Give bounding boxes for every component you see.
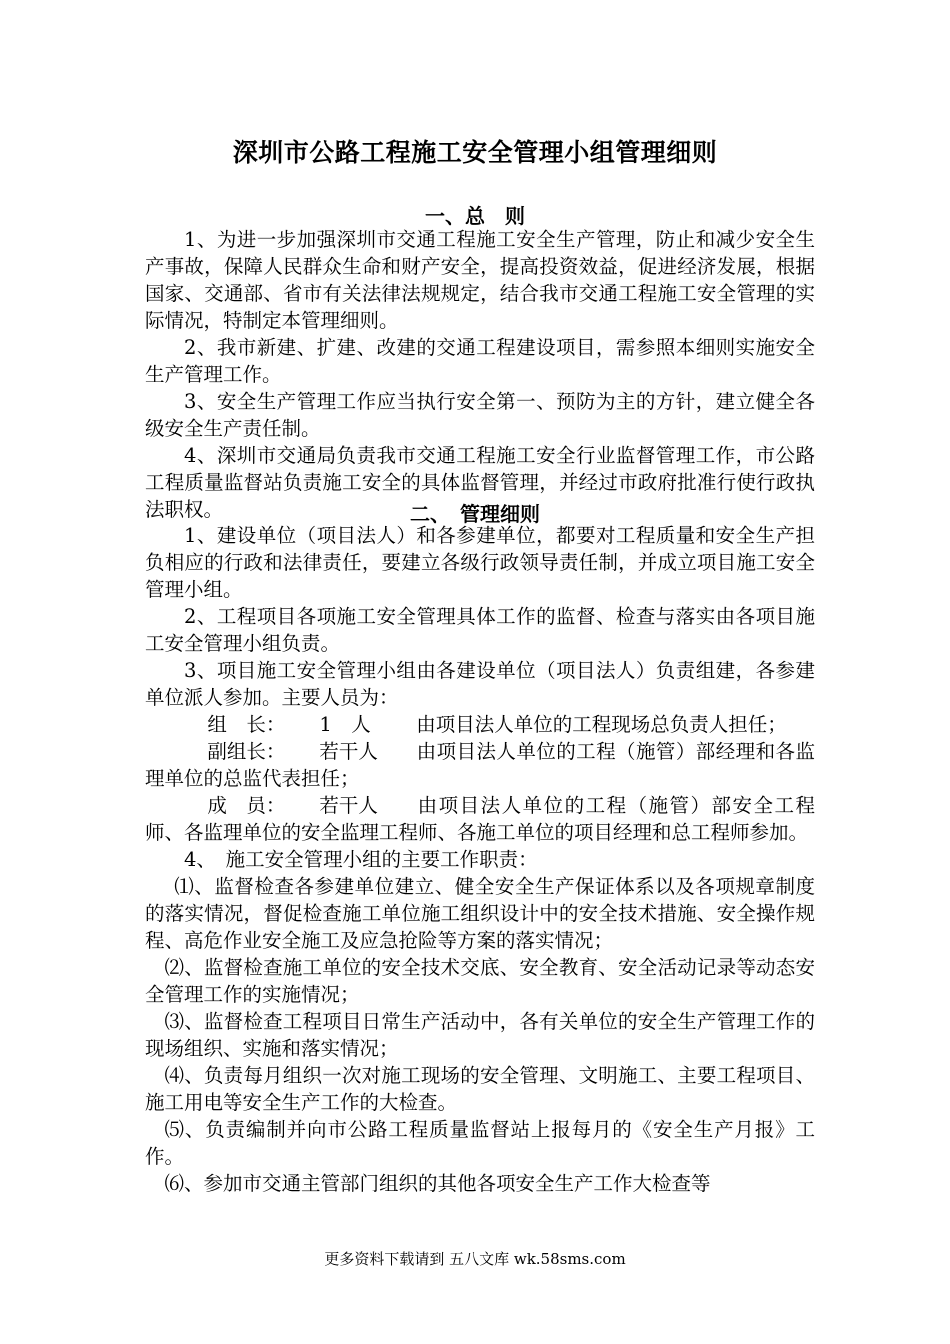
duty-item: ⑷、负责每月组织一次对施工现场的安全管理、文明施工、主要工程项目、施工用电等安全生产工作的大检查。: [145, 1064, 815, 1114]
paragraph: 3、项目施工安全管理小组由各建设单位（项目法人）负责组建，各参建单位派人参加。主要人员为：: [145, 659, 815, 709]
duty-item: ⑵、监督检查施工单位的安全技术交底、安全教育、安全活动记录等动态安全管理工作的实施情况；: [145, 956, 815, 1006]
section-heading-rules: 二、 管理细则: [410, 502, 540, 526]
member-row-leader: [145, 711, 815, 738]
section-general-body: [145, 226, 815, 523]
member-count: 1 人: [319, 713, 371, 736]
paragraph: 2、工程项目各项施工安全管理具体工作的监督、检查与落实由各项目施工安全管理小组负责。: [145, 605, 815, 655]
duty-item: ⑴、监督检查各参建单位建立、健全安全生产保证体系以及各项规章制度的落实情况，督促检查施工单位施工组织设计中的安全技术措施、安全操作规程、高危作业安全施工及应急抢险等方案的落实情况；: [145, 875, 815, 952]
member-role: 副组长：: [207, 740, 286, 763]
paragraph: 1、为进一步加强深圳市交通工程施工安全生产管理，防止和减少安全生产事故，保障人民群众生命和财产安全，提高投资效益，促进经济发展，根据国家、交通部、省市有关法律法规规定，结合我市交通工程施工安全管理的实际情况，特制定本管理细则。: [145, 228, 815, 332]
paragraph: 4、深圳市交通局负责我市交通工程施工安全行业监督管理工作，市公路工程质量监督站负责施工安全的具体监督管理，并经过市政府批准行使行政执法职权。: [145, 444, 815, 521]
duty-item: ⑹、参加市交通主管部门组织的其他各项安全生产工作大检查等: [164, 1172, 711, 1195]
paragraph: 3、安全生产管理工作应当执行安全第一、预防为主的方针，建立健全各级安全生产责任制。: [145, 390, 815, 440]
document-title: 深圳市公路工程施工安全管理小组管理细则: [232, 138, 718, 167]
member-count: 若干人: [319, 794, 378, 817]
section-heading-general: 一、总 则: [425, 204, 525, 228]
member-row-deputy: [145, 738, 815, 792]
duty-item: ⑸、负责编制并向市公路工程质量监督站上报每月的《安全生产月报》工作。: [145, 1118, 815, 1168]
member-role: 组 长：: [207, 713, 286, 736]
member-desc: 由项目法人单位的工程（施管）部经理和各监理单位的总监代表担任；: [145, 740, 815, 790]
member-desc: 由项目法人单位的工程现场总负责人担任；: [416, 713, 787, 736]
footer-download-link[interactable]: 更多资料下载请到 五八文库 wk.58sms.com: [324, 1250, 626, 1268]
member-count: 若干人: [319, 740, 378, 763]
section-rules-body: [145, 522, 815, 1197]
member-role: 成 员：: [207, 794, 286, 817]
duty-item: ⑶、监督检查工程项目日常生产活动中，各有关单位的安全生产管理工作的现场组织、实施和落实情况；: [145, 1010, 815, 1060]
paragraph: 2、我市新建、扩建、改建的交通工程建设项目，需参照本细则实施安全生产管理工作。: [145, 336, 815, 386]
member-row-members: [145, 792, 815, 846]
paragraph: 4、 施工安全管理小组的主要工作职责：: [184, 848, 538, 871]
member-desc: 由项目法人单位的工程（施管）部安全工程师、各监理单位的安全监理工程师、各施工单位的项目经理和总工程师参加。: [145, 794, 815, 844]
paragraph: 1、建设单位（项目法人）和各参建单位，都要对工程质量和安全生产担负相应的行政和法律责任，要建立各级行政领导责任制，并成立项目施工安全管理小组。: [145, 524, 815, 601]
